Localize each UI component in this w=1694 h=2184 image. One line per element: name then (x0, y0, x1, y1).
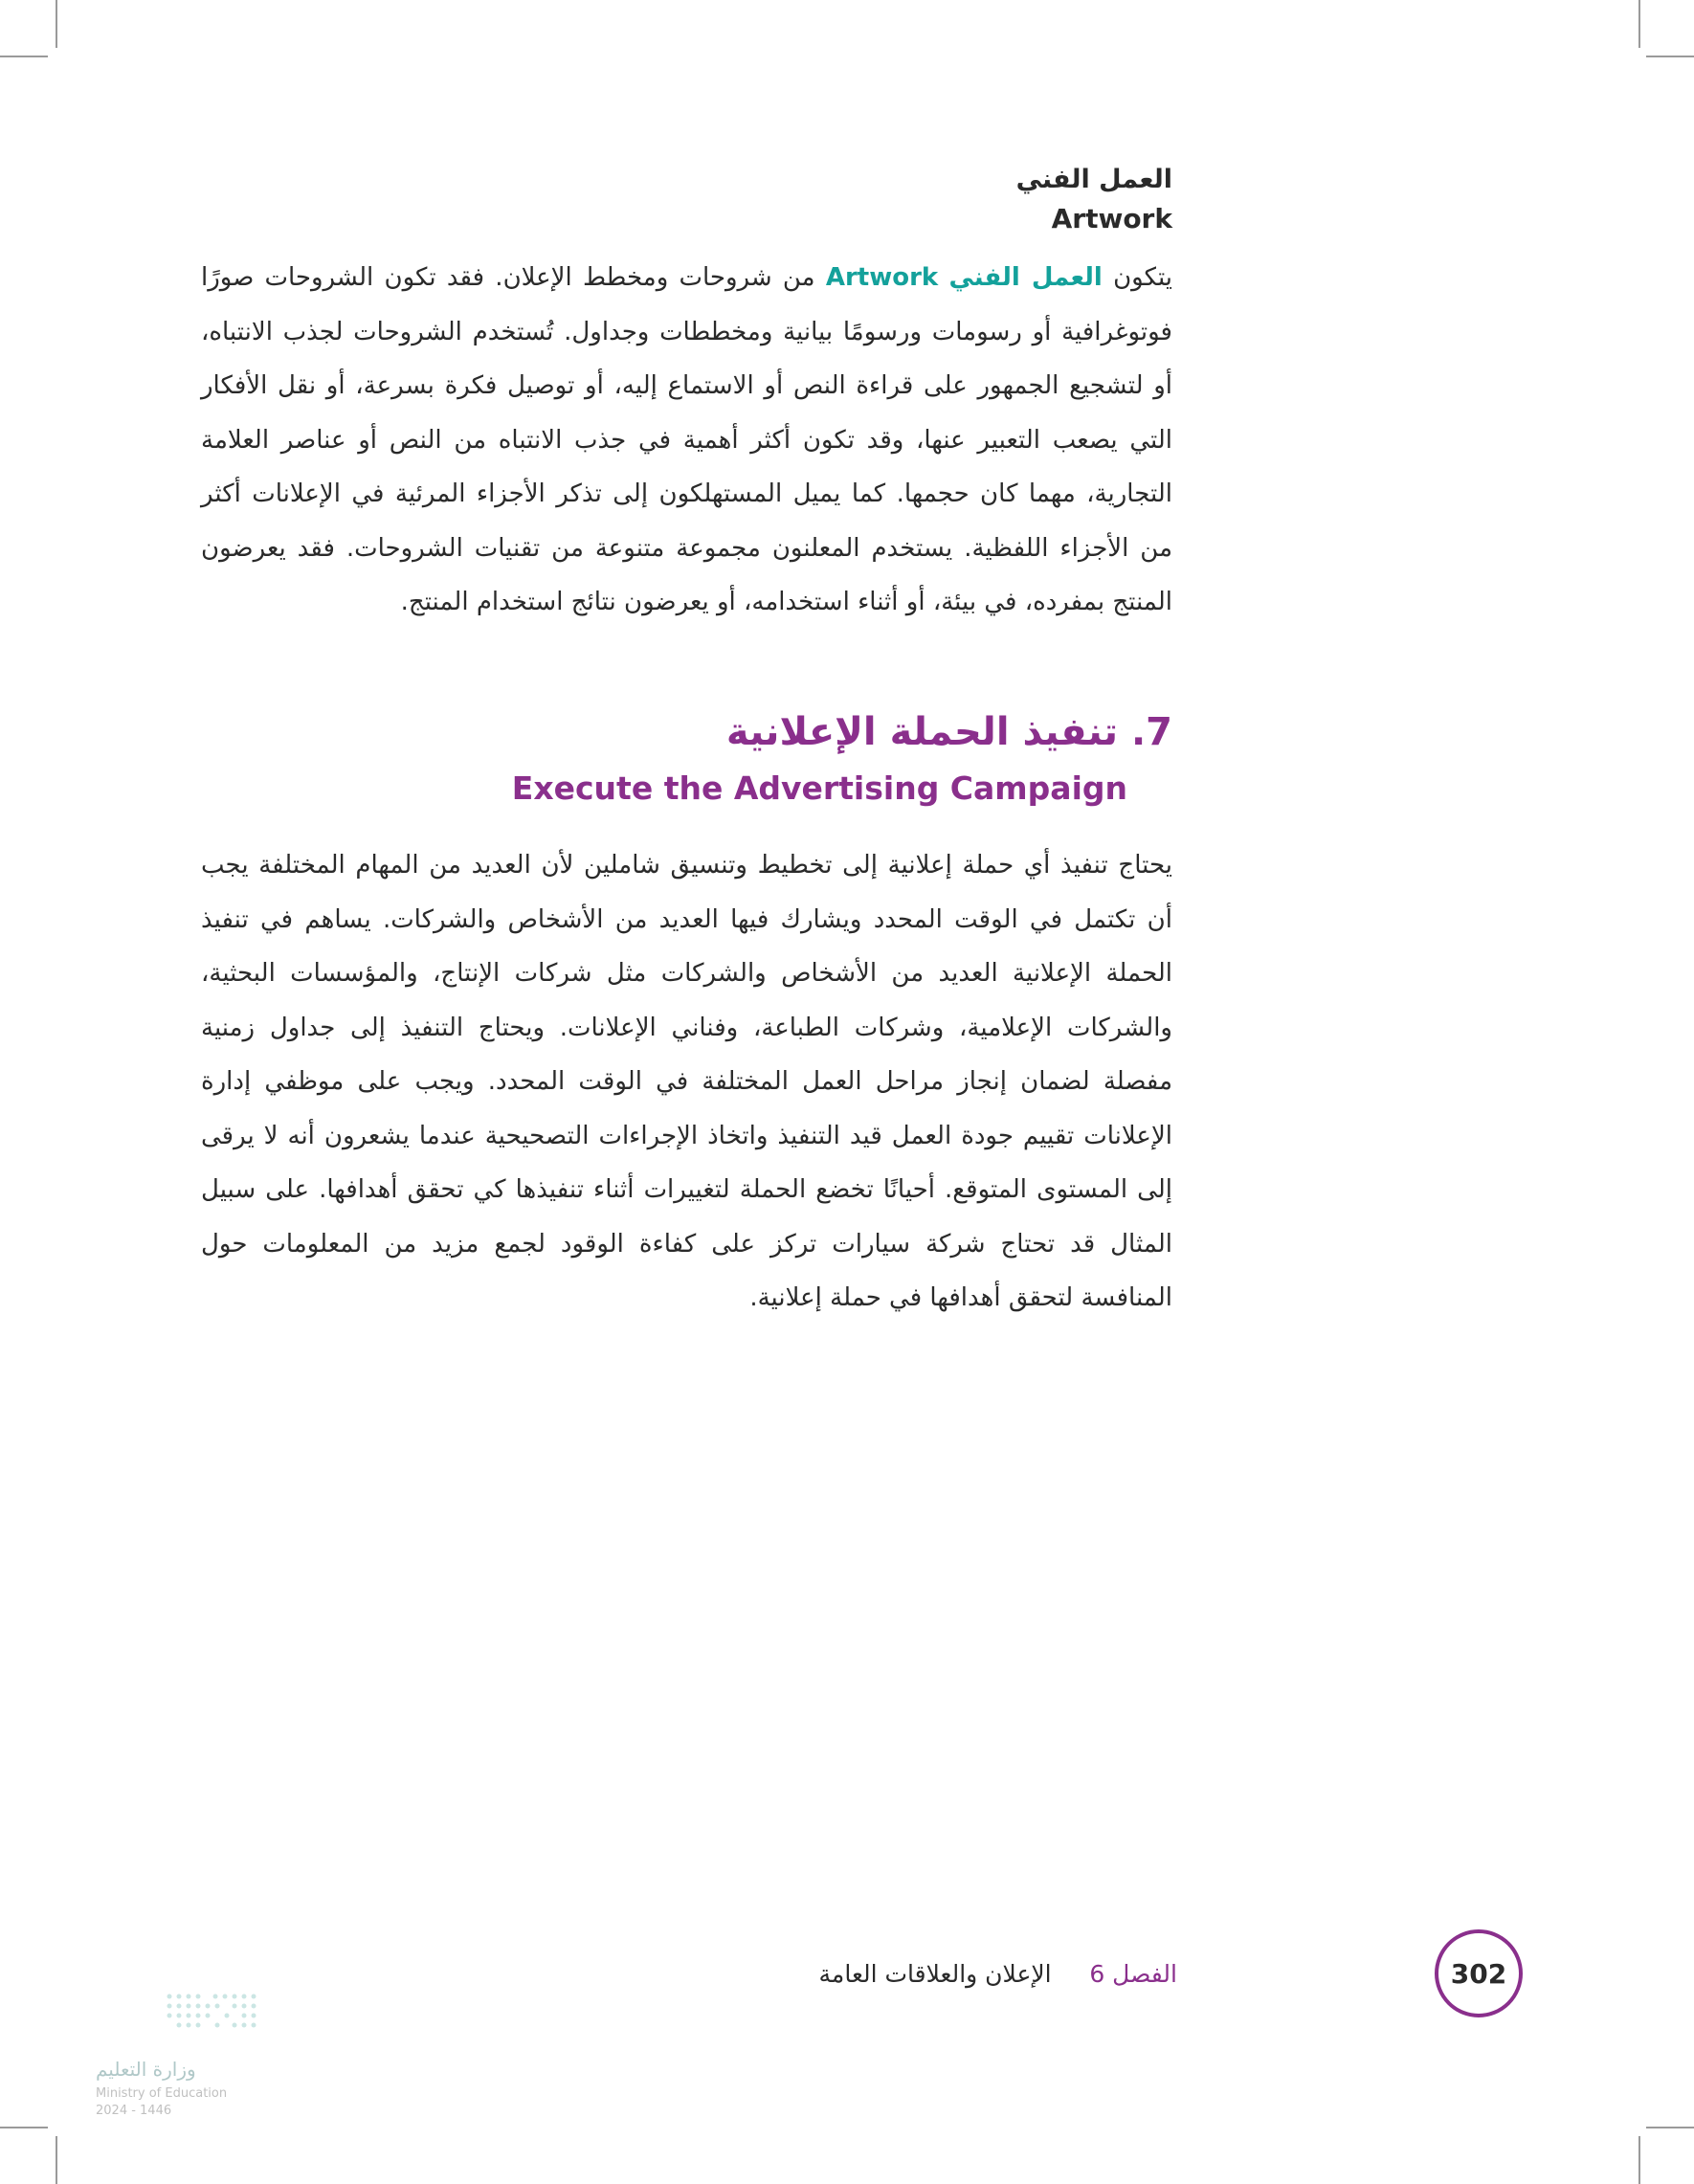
crop-mark (1638, 0, 1640, 48)
subheading-arabic: العمل الفني (1015, 165, 1172, 194)
crop-mark (1646, 56, 1694, 57)
para1-rest: من شروحات ومخطط الإعلان. فقد تكون الشروحات صورًا فوتوغرافية أو رسومات ورسومًا بيانية ومخططات وجداول. تُستخدم الشروحات لجذب الانتباه، أو لتشجيع الجمهور على قراءة النص أو الاستماع إليه، أو توصيل فكرة بسرعة، أو نقل الأفكار التي يصعب التعبير عنها، وقد تكون أكثر أهمية في جذب الانتباه من النص أو عناصر العلامة التجارية، مهما كان حجمها. كما يميل المستهلكون إلى تذكر الأجزاء المرئية في الإعلانات أكثر من الأجزاء اللفظية. يستخدم المعلنون مجموعة متنوعة من تقنيات الشروحات. فقد يعرضون المنتج بمفرده، في بيئة، أو أثناء استخدامه، أو يعرضون نتائج استخدام المنتج. (201, 263, 1172, 616)
crop-mark (1638, 2136, 1640, 2184)
para1-lead: يتكون (1113, 263, 1173, 292)
crop-mark (1646, 2127, 1694, 2128)
chapter-label: الفصل 6 (1089, 1960, 1177, 1988)
term-arabic: العمل الفني (948, 263, 1103, 292)
section-title-arabic: 7. تنفيذ الحملة الإعلانية (725, 710, 1172, 754)
crop-mark (0, 56, 48, 57)
campaign-paragraph: يحتاج تنفيذ أي حملة إعلانية إلى تخطيط وتنسيق شاملين لأن العديد من المهام المختلفة يجب أن تكتمل في الوقت المحدد ويشارك فيها العديد من الأشخاص والشركات. يساهم في تنفيذ الحملة الإعلانية العديد من الأشخاص والشركات مثل شركات الإنتاج، والمؤسسات البحثية، والشركات الإعلامية، وشركات الطباعة، وفناني الإعلانات. ويحتاج التنفيذ إلى جداول زمنية مفصلة لضمان إنجاز مراحل العمل المختلفة في الوقت المحدد. ويجب على موظفي إدارة الإعلانات تقييم جودة العمل قيد التنفيذ واتخاذ الإجراءات التصحيحية عندما يشعرون أنه لا يرقى إلى المستوى المتوقع. أحيانًا تخضع الحملة لتغييرات أثناء تنفيذها كي تحقق أهدافها. على سبيل المثال قد تحتاج شركة سيارات تركز على كفاءة الوقود لجمع مزيد من المعلومات حول المنافسة لتحقق أهدافها في حملة إعلانية. (201, 851, 1172, 1312)
logo-english: Ministry of Education (96, 2086, 228, 2101)
logo-arabic: وزارة التعليم (96, 2058, 196, 2081)
subheading-english: Artwork (1051, 203, 1172, 234)
crop-mark (0, 2127, 48, 2128)
logo-year: 2024 - 1446 (96, 2104, 172, 2118)
crop-mark (56, 0, 57, 48)
term-english: Artwork (825, 263, 939, 292)
section-title-english: Execute the Advertising Campaign (511, 769, 1127, 807)
chapter-footer (819, 1960, 1177, 1988)
crop-mark (56, 2136, 57, 2184)
chapter-title: الإعلان والعلاقات العامة (818, 1960, 1052, 1988)
artwork-paragraph (201, 251, 1172, 630)
page-number: 302 (1435, 1929, 1523, 2017)
